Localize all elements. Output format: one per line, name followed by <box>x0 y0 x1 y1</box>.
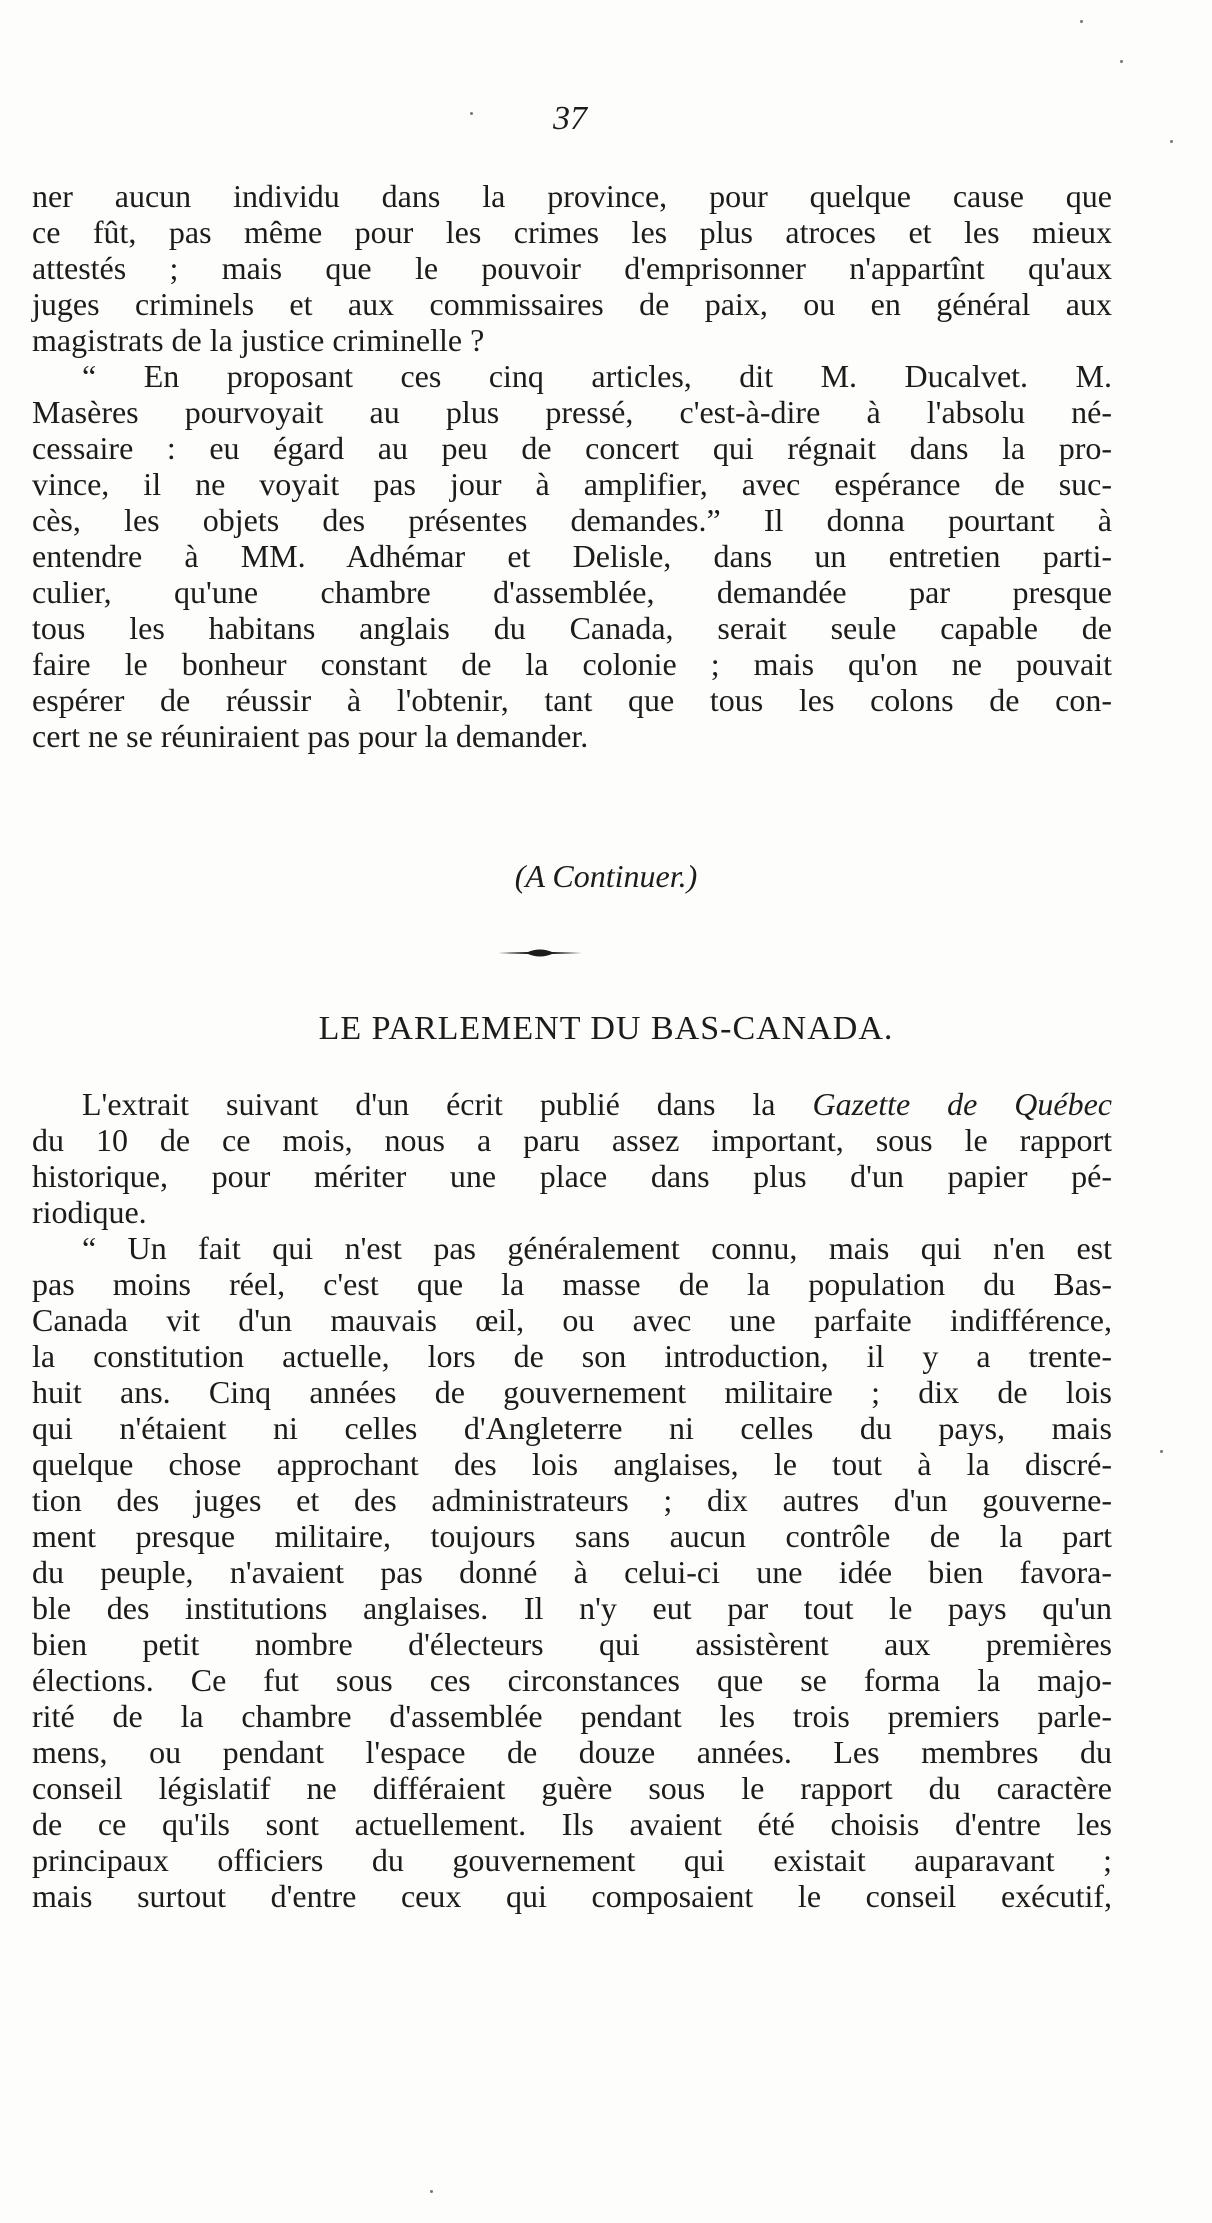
text-line: quelque chose approchant des lois anglaises, le tout à la discré- <box>32 1446 1112 1482</box>
text-line: L'extrait suivant d'un écrit publié dans la Gazette de Québec <box>82 1086 1113 1122</box>
separator-ornament <box>498 946 582 960</box>
text-line: ble des institutions anglaises. Il n'y eut par tout le pays qu'un <box>32 1590 1112 1626</box>
paragraph <box>32 178 1112 358</box>
paragraph <box>32 358 1112 754</box>
text-line: riodique. <box>32 1194 147 1230</box>
text-line: ner aucun individu dans la province, pour quelque cause que <box>32 178 1112 214</box>
text-line: espérer de réussir à l'obtenir, tant que tous les colons de con- <box>32 682 1112 718</box>
scan-speck <box>430 2190 433 2193</box>
newspaper-title: Gazette de Québec <box>812 1086 1113 1122</box>
text-line: Masères pourvoyait au plus pressé, c'est-à-dire à l'absolu né- <box>32 394 1112 430</box>
article-text <box>32 1086 1112 1914</box>
text-line: Canada vit d'un mauvais œil, ou avec une parfaite indifférence, <box>32 1302 1112 1338</box>
continued-note: (A Continuer.) <box>514 858 698 894</box>
text-line: faire le bonheur constant de la colonie ; mais qu'on ne pouvait <box>32 646 1112 682</box>
text-line: attestés ; mais que le pouvoir d'emprisonner n'appartînt qu'aux <box>32 250 1112 286</box>
text-line: pas moins réel, c'est que la masse de la population du Bas- <box>32 1266 1112 1302</box>
text-line: juges criminels et aux commissaires de paix, ou en général aux <box>32 286 1112 322</box>
continued-text <box>32 178 1112 754</box>
text-line: cert ne se réuniraient pas pour la demander. <box>32 718 589 754</box>
text-line: ment presque militaire, toujours sans aucun contrôle de la part <box>32 1518 1112 1554</box>
text-line: mens, ou pendant l'espace de douze années. Les membres du <box>32 1734 1112 1770</box>
text-line: principaux officiers du gouvernement qui existait auparavant ; <box>32 1842 1112 1878</box>
text-line: magistrats de la justice criminelle ? <box>32 322 485 358</box>
text-line: “ En proposant ces cinq articles, dit M. Ducalvet. M. <box>82 358 1112 394</box>
text-line: historique, pour mériter une place dans plus d'un papier pé- <box>32 1158 1112 1194</box>
paragraph <box>32 1230 1112 1914</box>
text-line: la constitution actuelle, lors de son introduction, il y a trente- <box>32 1338 1112 1374</box>
text-line: tous les habitans anglais du Canada, serait seule capable de <box>32 610 1112 646</box>
text-line: cessaire : eu égard au peu de concert qui régnait dans la pro- <box>32 430 1112 466</box>
text-line: qui n'étaient ni celles d'Angleterre ni celles du pays, mais <box>32 1410 1112 1446</box>
text-line: du 10 de ce mois, nous a paru assez important, sous le rapport <box>32 1122 1112 1158</box>
scan-speck <box>1080 20 1083 23</box>
text-line: ce fût, pas même pour les crimes les plus atroces et les mieux <box>32 214 1112 250</box>
scan-speck <box>1170 140 1173 143</box>
text-line: mais surtout d'entre ceux qui composaient le conseil exécutif, <box>32 1878 1112 1914</box>
text-line: tion des juges et des administrateurs ; dix autres d'un gouverne- <box>32 1482 1112 1518</box>
text-line: entendre à MM. Adhémar et Delisle, dans un entretien parti- <box>32 538 1112 574</box>
text-line: huit ans. Cinq années de gouvernement militaire ; dix de lois <box>32 1374 1112 1410</box>
text-line: de ce qu'ils sont actuellement. Ils avaient été choisis d'entre les <box>32 1806 1112 1842</box>
scan-speck <box>1160 1450 1163 1453</box>
text-line: conseil législatif ne différaient guère sous le rapport du caractère <box>32 1770 1112 1806</box>
text-line: rité de la chambre d'assemblée pendant les trois premiers parle- <box>32 1698 1112 1734</box>
paragraph <box>32 1086 1112 1230</box>
text-line: du peuple, n'avaient pas donné à celui-ci une idée bien favora- <box>32 1554 1112 1590</box>
text-line: bien petit nombre d'électeurs qui assistèrent aux premières <box>32 1626 1112 1662</box>
text-line: élections. Ce fut sous ces circonstances que se forma la majo- <box>32 1662 1112 1698</box>
scan-speck <box>470 112 473 115</box>
text-line: culier, qu'une chambre d'assemblée, demandée par presque <box>32 574 1112 610</box>
text-line: “ Un fait qui n'est pas généralement connu, mais qui n'en est <box>82 1230 1112 1266</box>
text-line: cès, les objets des présentes demandes.” Il donna pourtant à <box>32 502 1112 538</box>
page-number: 37 <box>553 100 587 137</box>
section-title: LE PARLEMENT DU BAS-CANADA. <box>318 1010 894 1047</box>
scan-speck <box>1120 60 1123 63</box>
text-line: vince, il ne voyait pas jour à amplifier, avec espérance de suc- <box>32 466 1112 502</box>
